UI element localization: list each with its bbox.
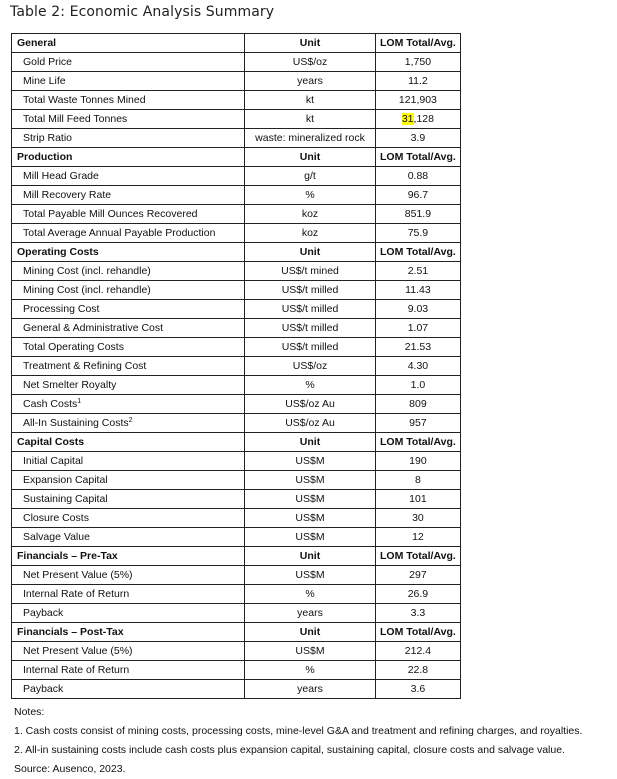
- row-label: Internal Rate of Return: [12, 585, 245, 604]
- row-unit: waste: mineralized rock: [245, 129, 376, 148]
- row-label: Total Payable Mill Ounces Recovered: [12, 205, 245, 224]
- table-row: [12, 300, 461, 319]
- unit-column-header: Unit: [245, 433, 376, 452]
- row-unit: %: [245, 186, 376, 205]
- row-value: 212.4: [376, 642, 461, 661]
- row-unit: years: [245, 72, 376, 91]
- row-value: 3.3: [376, 604, 461, 623]
- table-row: [12, 376, 461, 395]
- row-unit: g/t: [245, 167, 376, 186]
- row-unit: US$M: [245, 490, 376, 509]
- table-row: [12, 319, 461, 338]
- row-label: Internal Rate of Return: [12, 661, 245, 680]
- row-value: 75.9: [376, 224, 461, 243]
- table-row: [12, 167, 461, 186]
- row-label: Processing Cost: [12, 300, 245, 319]
- table-row: [12, 661, 461, 680]
- row-label: Net Present Value (5%): [12, 566, 245, 585]
- section-title: Financials – Post-Tax: [12, 623, 245, 642]
- row-value: 21.53: [376, 338, 461, 357]
- row-unit: %: [245, 661, 376, 680]
- row-value: 9.03: [376, 300, 461, 319]
- row-label: Total Waste Tonnes Mined: [12, 91, 245, 110]
- section-title: Operating Costs: [12, 243, 245, 262]
- row-unit: US$/t milled: [245, 319, 376, 338]
- table-row: [12, 471, 461, 490]
- unit-column-header: Unit: [245, 243, 376, 262]
- table-row: [12, 91, 461, 110]
- footnote-marker: 1: [77, 398, 82, 405]
- table-row: [12, 528, 461, 547]
- lom-column-header: LOM Total/Avg.: [376, 623, 461, 642]
- row-value: 3.6: [376, 680, 461, 699]
- row-unit: US$/t milled: [245, 281, 376, 300]
- notes-block: [14, 703, 582, 779]
- section-title: Capital Costs: [12, 433, 245, 452]
- row-value: 12: [376, 528, 461, 547]
- row-value: 101: [376, 490, 461, 509]
- row-label: General & Administrative Cost: [12, 319, 245, 338]
- row-label: Net Smelter Royalty: [12, 376, 245, 395]
- row-unit: US$M: [245, 509, 376, 528]
- table-row: [12, 186, 461, 205]
- row-unit: US$/oz Au: [245, 414, 376, 433]
- table-row: [12, 452, 461, 471]
- row-unit: US$M: [245, 528, 376, 547]
- row-value: 297: [376, 566, 461, 585]
- row-value: 0.88: [376, 167, 461, 186]
- source-line: Source: Ausenco, 2023.: [14, 763, 126, 775]
- section-header-row: [12, 433, 461, 452]
- table-row: [12, 566, 461, 585]
- row-value: 11.43: [376, 281, 461, 300]
- row-unit: US$M: [245, 471, 376, 490]
- row-value: 190: [376, 452, 461, 471]
- row-unit: %: [245, 376, 376, 395]
- section-header-row: [12, 243, 461, 262]
- lom-column-header: LOM Total/Avg.: [376, 243, 461, 262]
- table-row: [12, 395, 461, 414]
- row-value: 1.0: [376, 376, 461, 395]
- row-unit: US$/oz Au: [245, 395, 376, 414]
- lom-column-header: LOM Total/Avg.: [376, 148, 461, 167]
- section-title: Production: [12, 148, 245, 167]
- row-label: Total Operating Costs: [12, 338, 245, 357]
- table-body: [12, 34, 461, 699]
- row-value: 11.2: [376, 72, 461, 91]
- table-row: [12, 490, 461, 509]
- row-label: Gold Price: [12, 53, 245, 72]
- row-unit: US$/oz: [245, 53, 376, 72]
- row-unit: years: [245, 604, 376, 623]
- row-unit: koz: [245, 224, 376, 243]
- row-unit: koz: [245, 205, 376, 224]
- row-label: Mining Cost (incl. rehandle): [12, 281, 245, 300]
- row-label-text: Cash Costs: [23, 398, 78, 410]
- row-label: Mining Cost (incl. rehandle): [12, 262, 245, 281]
- row-label: Closure Costs: [12, 509, 245, 528]
- section-title: General: [12, 34, 245, 53]
- table-row: [12, 680, 461, 699]
- table-row: [12, 129, 461, 148]
- table-row: [12, 509, 461, 528]
- row-label: Salvage Value: [12, 528, 245, 547]
- row-label: Treatment & Refining Cost: [12, 357, 245, 376]
- row-label: Sustaining Capital: [12, 490, 245, 509]
- row-unit: US$M: [245, 452, 376, 471]
- table-caption: Table 2: Economic Analysis Summary: [10, 4, 275, 20]
- row-value: 957: [376, 414, 461, 433]
- notes-title: Notes:: [14, 706, 45, 718]
- section-header-row: [12, 547, 461, 566]
- section-title: Financials – Pre-Tax: [12, 547, 245, 566]
- row-label-text: All-In Sustaining Costs: [23, 417, 129, 429]
- row-unit: US$M: [245, 642, 376, 661]
- row-value: 1,750: [376, 53, 461, 72]
- table-row: [12, 585, 461, 604]
- table-row: [12, 604, 461, 623]
- row-label: Mine Life: [12, 72, 245, 91]
- row-label: Total Mill Feed Tonnes: [12, 110, 245, 129]
- highlighted-text: 31: [401, 113, 414, 125]
- row-unit: US$/t milled: [245, 338, 376, 357]
- table-row: [12, 72, 461, 91]
- row-label: Total Average Annual Payable Production: [12, 224, 245, 243]
- row-value: 851.9: [376, 205, 461, 224]
- table-row: [12, 414, 461, 433]
- row-value: 4.30: [376, 357, 461, 376]
- table-row: [12, 357, 461, 376]
- table-row: [12, 338, 461, 357]
- row-value: 2.51: [376, 262, 461, 281]
- table-row: [12, 281, 461, 300]
- row-unit: US$M: [245, 566, 376, 585]
- table-row: [12, 224, 461, 243]
- row-value: 26.9: [376, 585, 461, 604]
- row-label: Initial Capital: [12, 452, 245, 471]
- section-header-row: [12, 148, 461, 167]
- row-label: Payback: [12, 604, 245, 623]
- section-header-row: [12, 34, 461, 53]
- row-value: 8: [376, 471, 461, 490]
- row-value: 809: [376, 395, 461, 414]
- row-value: 96.7: [376, 186, 461, 205]
- unit-column-header: Unit: [245, 547, 376, 566]
- row-unit: US$/t milled: [245, 300, 376, 319]
- row-label: [12, 414, 245, 433]
- row-value: 3.9: [376, 129, 461, 148]
- row-label: Payback: [12, 680, 245, 699]
- row-unit: years: [245, 680, 376, 699]
- lom-column-header: LOM Total/Avg.: [376, 433, 461, 452]
- table-row: [12, 205, 461, 224]
- lom-column-header: LOM Total/Avg.: [376, 34, 461, 53]
- row-unit: kt: [245, 110, 376, 129]
- row-value: 1.07: [376, 319, 461, 338]
- table-row: [12, 262, 461, 281]
- row-value: 22.8: [376, 661, 461, 680]
- row-unit: US$/oz: [245, 357, 376, 376]
- lom-column-header: LOM Total/Avg.: [376, 547, 461, 566]
- row-label: [12, 395, 245, 414]
- row-label: Net Present Value (5%): [12, 642, 245, 661]
- unit-column-header: Unit: [245, 148, 376, 167]
- note-2: 2. All-in sustaining costs include cash costs plus expansion capital, sustaining capital, closure costs and salvage value.: [14, 744, 565, 756]
- table-row: [12, 110, 461, 129]
- unit-column-header: Unit: [245, 34, 376, 53]
- note-1: 1. Cash costs consist of mining costs, processing costs, mine-level G&A and treatment and refining charges, and royalties.: [14, 725, 583, 737]
- unit-column-header: Unit: [245, 623, 376, 642]
- economic-analysis-table: [11, 33, 461, 699]
- section-header-row: [12, 623, 461, 642]
- row-value: 121,903: [376, 91, 461, 110]
- row-unit: US$/t mined: [245, 262, 376, 281]
- row-label: Mill Recovery Rate: [12, 186, 245, 205]
- row-unit: %: [245, 585, 376, 604]
- row-value: 30: [376, 509, 461, 528]
- row-label: Mill Head Grade: [12, 167, 245, 186]
- row-value: 31,128: [376, 110, 461, 129]
- row-label: Strip Ratio: [12, 129, 245, 148]
- row-unit: kt: [245, 91, 376, 110]
- table-row: [12, 53, 461, 72]
- table-row: [12, 642, 461, 661]
- row-label: Expansion Capital: [12, 471, 245, 490]
- footnote-marker: 2: [128, 417, 133, 424]
